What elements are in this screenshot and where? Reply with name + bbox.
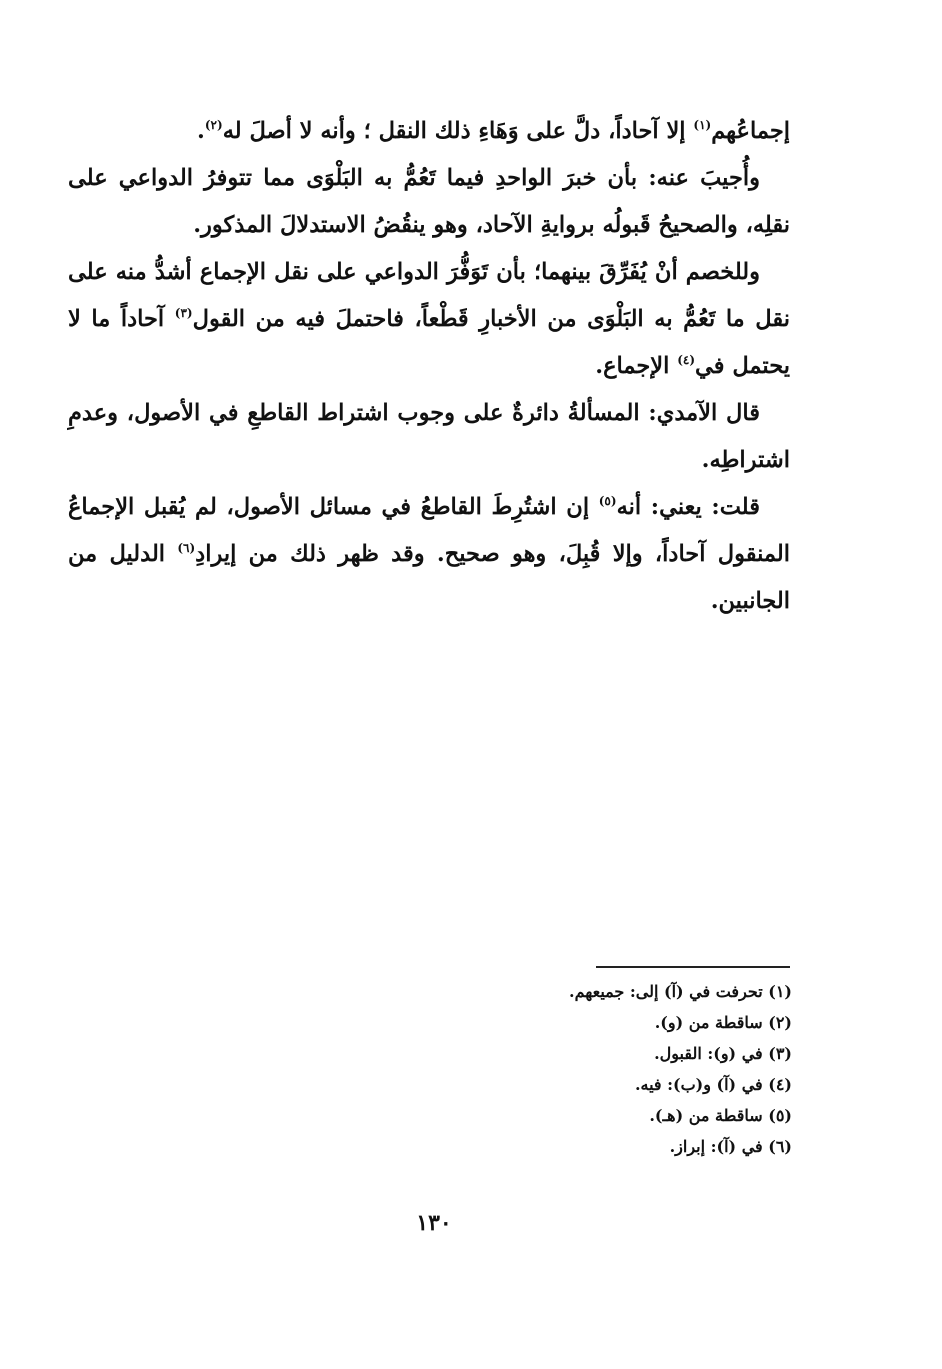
footnote-2: (٢) ساقطة من (و). [654,1013,792,1032]
paragraph-2 [68,155,790,249]
paragraph-3-text-b: آحاداً ما لا يحتمل في [68,306,790,379]
paragraph-5-text-a: قلت: يعني: أنه [616,494,760,520]
footnote-3: (٣) في (و): القبول. [654,1044,792,1063]
paragraph-3 [68,249,790,390]
footnote-ref-1: (١) [693,118,712,132]
paragraph-1-text-a: إجماعُهم [711,118,790,144]
footnote-5: (٥) ساقطة من (هـ). [649,1106,792,1125]
footnote-1: (١) تحرفت في (آ) إلى: جميعهم. [569,982,792,1001]
paragraph-4-text: قال الآمدي: المسألةُ دائرةٌ على وجوب اشتراط القاطعِ في الأصول، وعدمِ اشتراطِه. [68,400,790,473]
main-text [68,108,790,625]
paragraph-1-text-c: . [197,118,205,144]
paragraph-5 [68,484,790,625]
page-number: ١٣٠ [416,1210,452,1236]
paragraph-5-text-b: إن اشتُرِطَ القاطعُ في مسائل الأصول، لم يُقبل الإجماعُ المنقول آحاداً، وإلا قُبِلَ، وهو صحيح. وقد ظهر ذلك من إيرادِ [68,494,791,567]
paragraph-2-text: وأُجيبَ عنه: بأن خبرَ الواحدِ فيما تَعُمُّ به البَلْوَى مما تتوفرُ الدواعي على نقلِه، والصحيحُ قَبولُه بروايةِ الآحاد، وهو ينقُضُ الاستدلالَ المذكور. [68,165,790,238]
footnote-ref-4: (٤) [677,353,696,367]
footnote-6: (٦) في (آ): إبراز. [669,1137,792,1156]
paragraph-5-text-c: الدليل من الجانبين. [68,541,790,614]
paragraph-1 [68,108,790,155]
footnote-separator [596,966,790,968]
footnote-ref-6: (٦) [177,541,196,555]
footnote-ref-3: (٣) [174,306,193,320]
paragraph-3-text-a: وللخصم أنْ يُفَرِّقَ بينهما؛ بأن تَوَفُّرَ الدواعي على نقل الإجماع أشدُّ منه على نقل ما تَعُمُّ به البَلْوَى من الأخبارِ قَطْعاً، فاحتملَ فيه من القول [68,259,790,332]
footnotes [360,976,792,1162]
paragraph-1-text-b: إلا آحاداً، دلَّ على وَهَاءِ ذلك النقل ؛ وأنه لا أصلَ له [222,118,694,144]
footnote-ref-2: (٢) [204,118,223,132]
footnote-ref-5: (٥) [598,494,617,508]
paragraph-4 [68,390,790,484]
paragraph-3-text-c: الإجماع. [595,353,678,379]
footnote-4: (٤) في (آ) و(ب): فيه. [634,1075,792,1094]
